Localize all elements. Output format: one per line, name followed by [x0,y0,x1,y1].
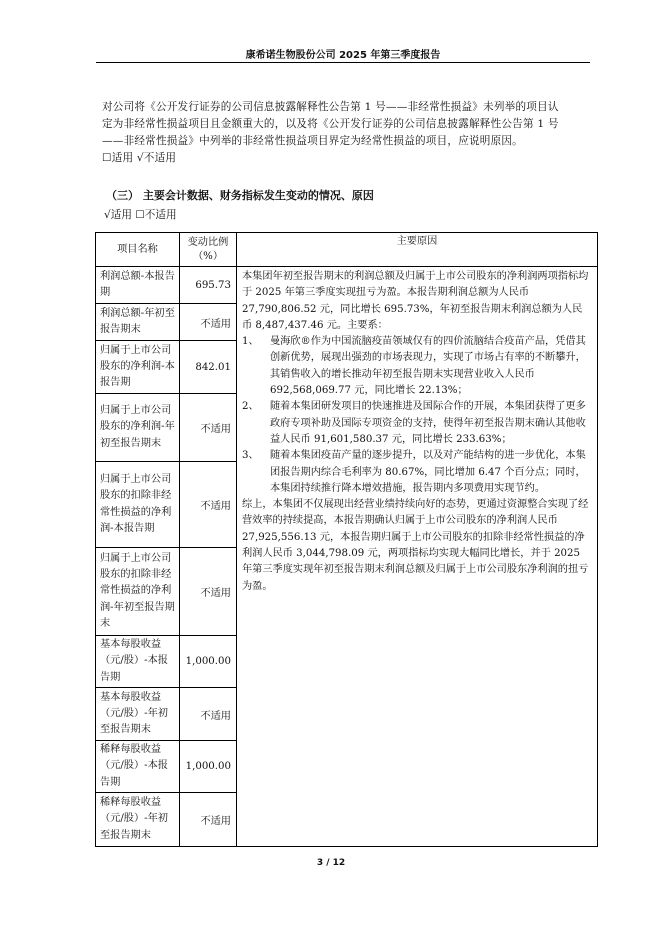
reason-item-text: 曼海欣®作为中国流脑疫苗领域仅有的四价流脑结合疫苗产品，凭借其创新优势，展现出强劲的市场表现力，实现了市场占有率的不断攀升，其销售收入的增长推动年初至报告期末实现营业收入人民币 692,568,069.77 元，同比增长 22.13%； [270,336,586,397]
reason-item-number: 1、 [242,336,259,348]
header-item-name: 项目名称 [96,233,180,267]
reason-item [242,334,592,399]
row-ratio: 不适用 [180,394,237,462]
report-header: 康希诺生物股份公司 2025 年第三季度报告 [245,50,441,61]
header-main-reason: 主要原因 [237,233,598,267]
row-name: 归属于上市公司股东的扣除非经常性损益的净利润-本报告期 [96,462,180,548]
row-name: 归属于上市公司股东的扣除非经常性损益的净利润-年初至报告期末 [96,548,180,636]
row-name: 归属于上市公司股东的净利润-年初至报告期末 [96,394,180,462]
intro-paragraph [102,99,588,167]
row-ratio: 842.01 [180,341,237,394]
row-name: 稀释每股收益（元/股）-年初至报告期末 [96,793,180,847]
table-row [96,267,598,304]
row-ratio: 不适用 [180,548,237,636]
table-header-row [96,233,598,267]
row-ratio: 不适用 [180,462,237,548]
reason-item [242,448,592,497]
page-number: 3 / 12 [316,858,346,868]
row-ratio: 不适用 [180,793,237,847]
intro-line: 对公司将《公开发行证券的公司信息披露解释性公告第 1 号——非经常性损益》未列举的项目认 [102,101,559,113]
row-ratio: 不适用 [180,304,237,341]
intro-line: 定为非经常性损益项目且金额重大的，以及将《公开发行证券的公司信息披露解释性公告第 1 号 [102,118,559,130]
header-change-ratio: 变动比例（%） [180,233,237,267]
row-name: 基本每股收益（元/股）-年初至报告期末 [96,688,180,741]
reason-item [242,399,592,448]
reason-item-text: 随着本集团疫苗产量的逐步提升，以及对产能结构的进一步优化，本集团报告期内综合毛利率为 80.67%，同比增加 6.47 个百分点；同时，本集团持续推行降本增效措施，报告期内多项费用实现节约。 [270,450,586,494]
reason-intro: 本集团年初至报告期末的利润总额及归属于上市公司股东的净利润两项指标均于 2025 年第三季度实现扭亏为盈。本报告期利润总额为人民币 27,790,806.52 元，同比增长 695.73%，年初至报告期末利润总额为人民币 8,487,437.46 元。主要系： [242,271,589,331]
reason-item-number: 3、 [242,450,259,462]
intro-line: ——非经常性损益》中列举的非经常性损益项目界定为经常性损益的项目，应说明原因。 [102,135,523,147]
row-ratio: 1,000.00 [180,741,237,793]
change-reasons-table [95,232,598,847]
row-ratio: 695.73 [180,267,237,304]
header-divider [96,62,590,63]
row-name: 稀释每股收益（元/股）-本报告期 [96,741,180,793]
reason-conclusion: 综上，本集团不仅展现出经营业绩持续向好的态势，更通过资源整合实现了经营效率的持续提高，本报告期确认归属于上市公司股东的净利润人民币 27,925,556.13 元，本报告期归属于上市公司股东的扣除非经常性损益的净利润人民币 3,044,798.09 元，两项指标均实现大幅同比增长，并于 2025 年第三季度实现年初至报告期末利润总额及归属于上市公司股东净利润的扭亏为盈。 [242,499,589,592]
row-name: 利润总额-本报告期 [96,267,180,304]
row-name: 基本每股收益（元/股）-本报告期 [96,636,180,688]
main-reason-cell [237,267,598,847]
section-applicable: √适用 ☐不适用 [104,209,177,221]
row-ratio: 不适用 [180,688,237,741]
intro-applicable: ☐适用 √不适用 [102,152,177,164]
reason-item-number: 2、 [242,401,259,413]
section-title: （三） 主要会计数据、财务指标发生变动的情况、原因 [106,189,374,202]
row-name: 利润总额-年初至报告期末 [96,304,180,341]
reason-item-text: 随着本集团研发项目的快速推进及国际合作的开展，本集团获得了更多政府专项补助及国际专项资金的支持，使得年初至报告期末确认其他收益人民币 91,601,580.37 元，同比增长 233.63%； [270,401,586,445]
row-ratio: 1,000.00 [180,636,237,688]
row-name: 归属于上市公司股东的净利润-本报告期 [96,341,180,394]
